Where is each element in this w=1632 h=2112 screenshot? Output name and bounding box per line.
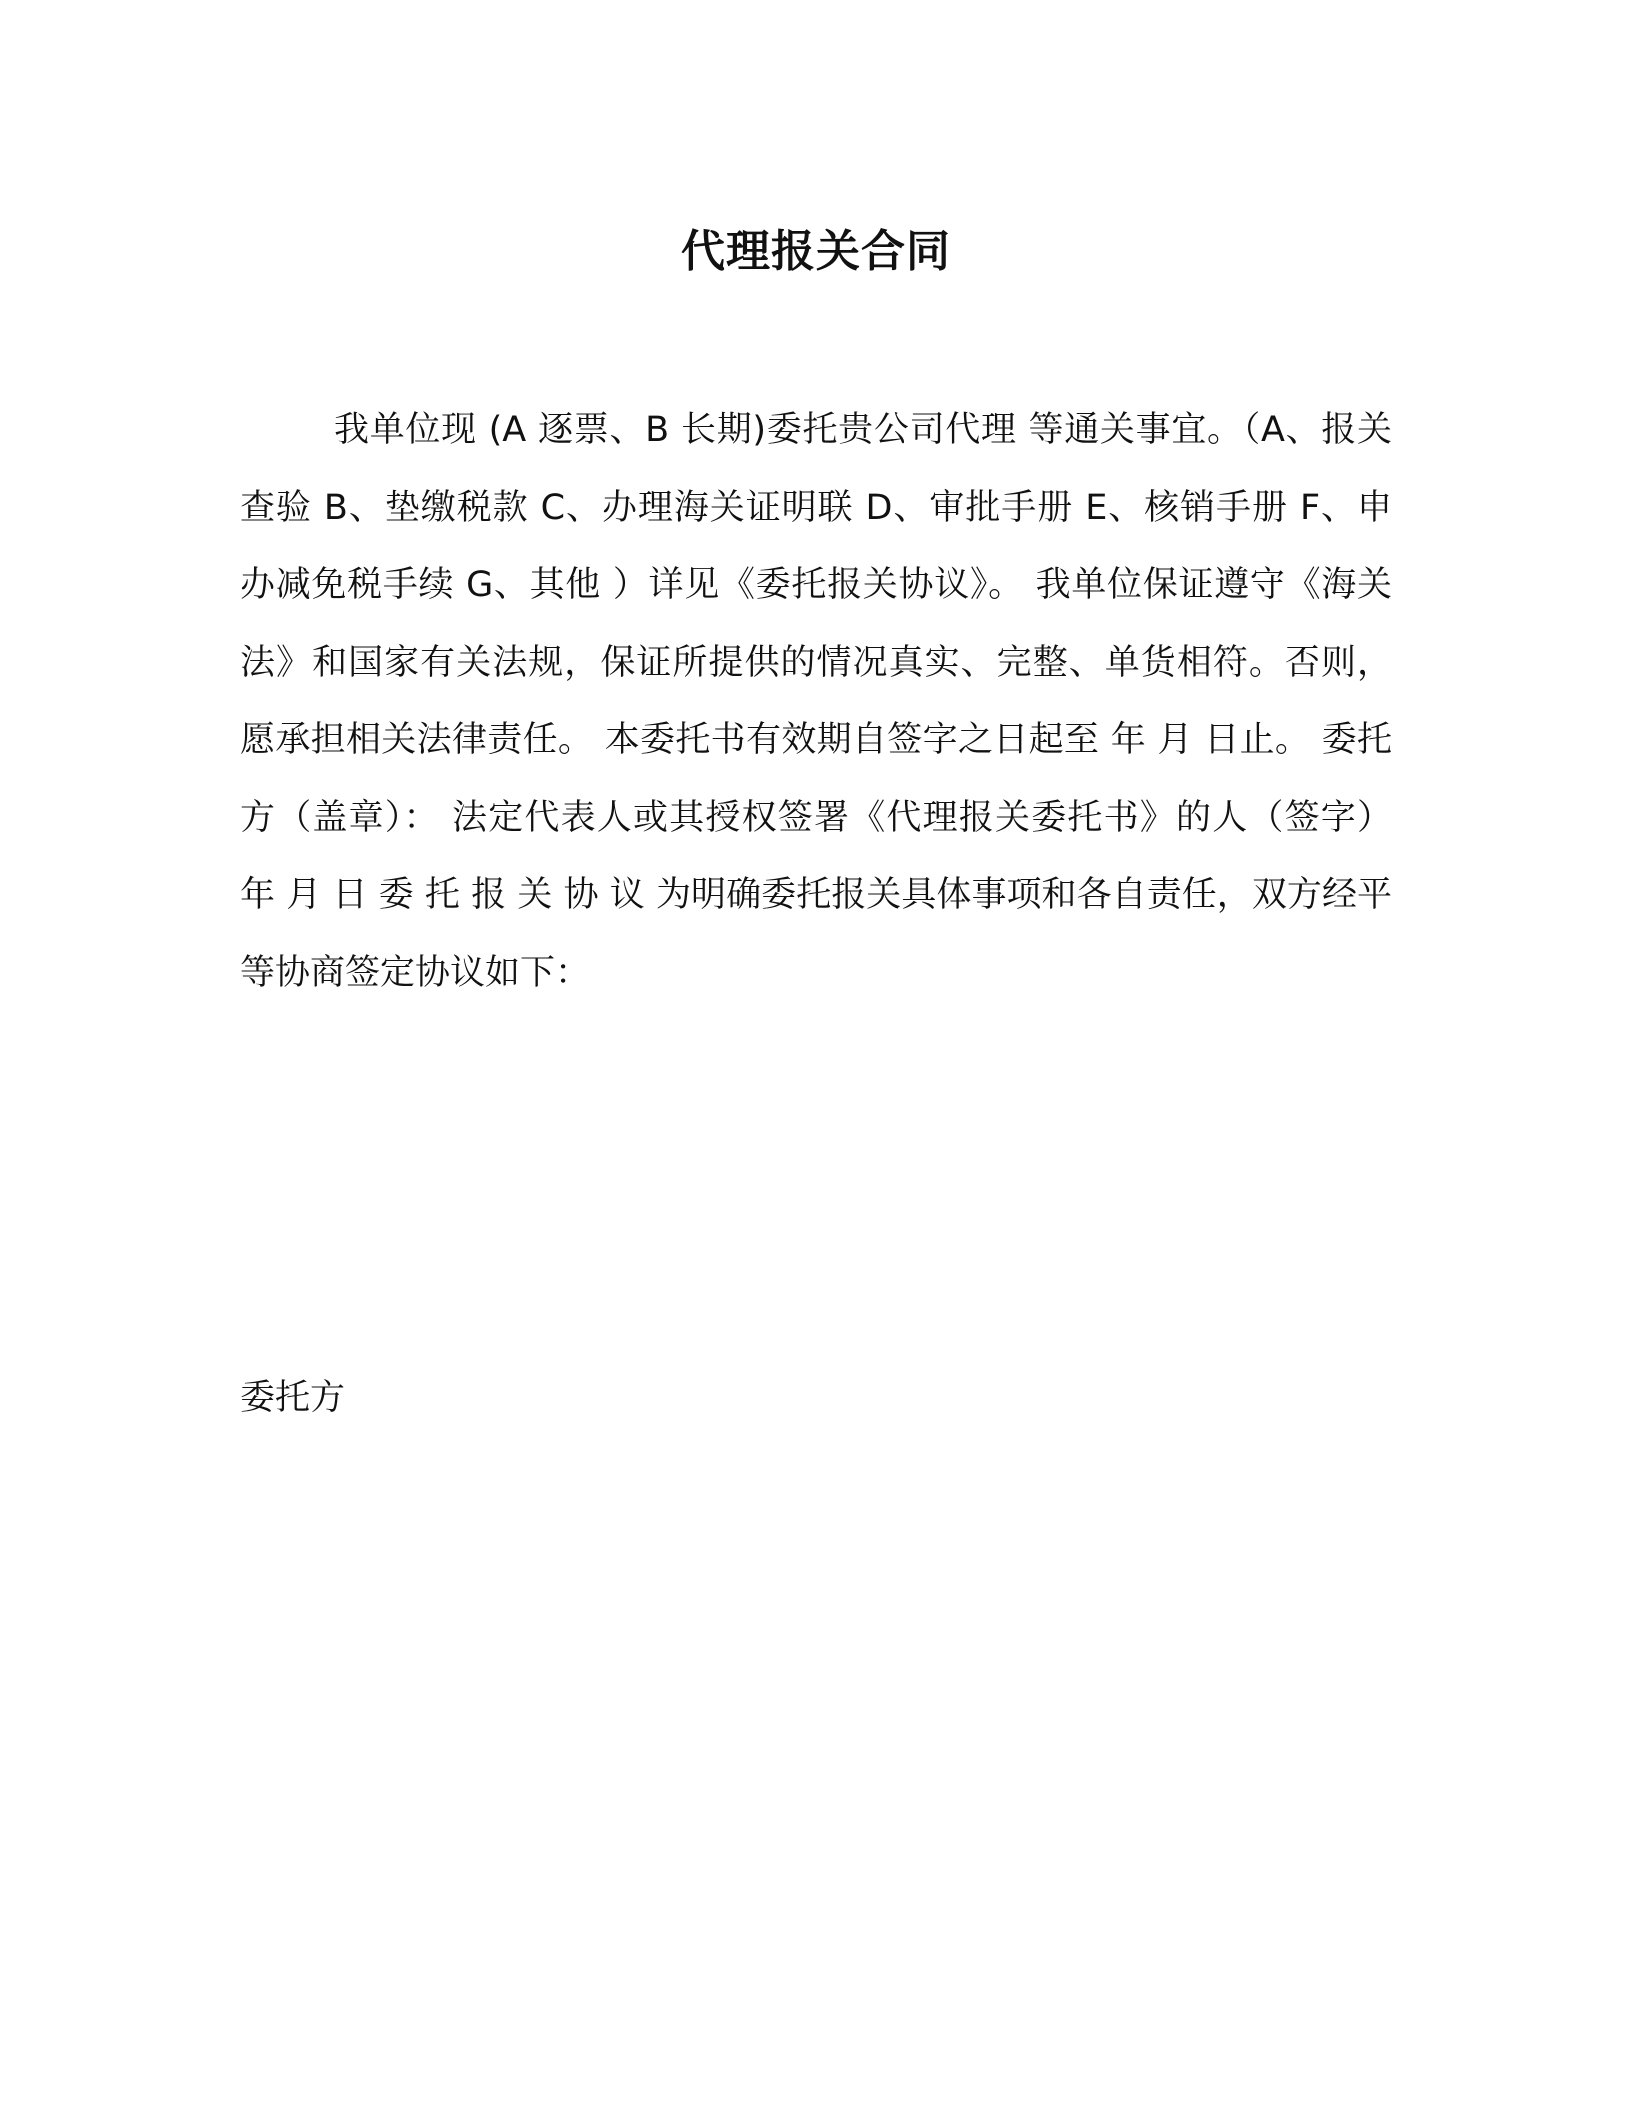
document-title: 代理报关合同 [681,226,951,277]
body-paragraph: 我单位现 (A 逐票、B 长期)委托贵公司代理 等通关事宜。（A、报关查验 B、垫缴税款 C、办理海关证明联 D、审批手册 E、核销手册 F、申办减免税手续 G、其他 ）详见《委托报关协议》。 我单位保证遵守《海关法》和国家有关法规，保证所提供的情况真实、完整、单货相符。否则，愿承担相关法律责任。 本委托书有效期自签字之日起至 年 月 日止。 委托方（盖章）： 法定代表人或其授权签署《代理报关委托书》的人（签字） 年 月 日 委 托 报 关 协 议 为明确委托报关具体事项和各自责任，双方经平等协商签定协议如下： [240,410,1392,993]
principal-party-label: 委托方 [240,1378,346,1418]
